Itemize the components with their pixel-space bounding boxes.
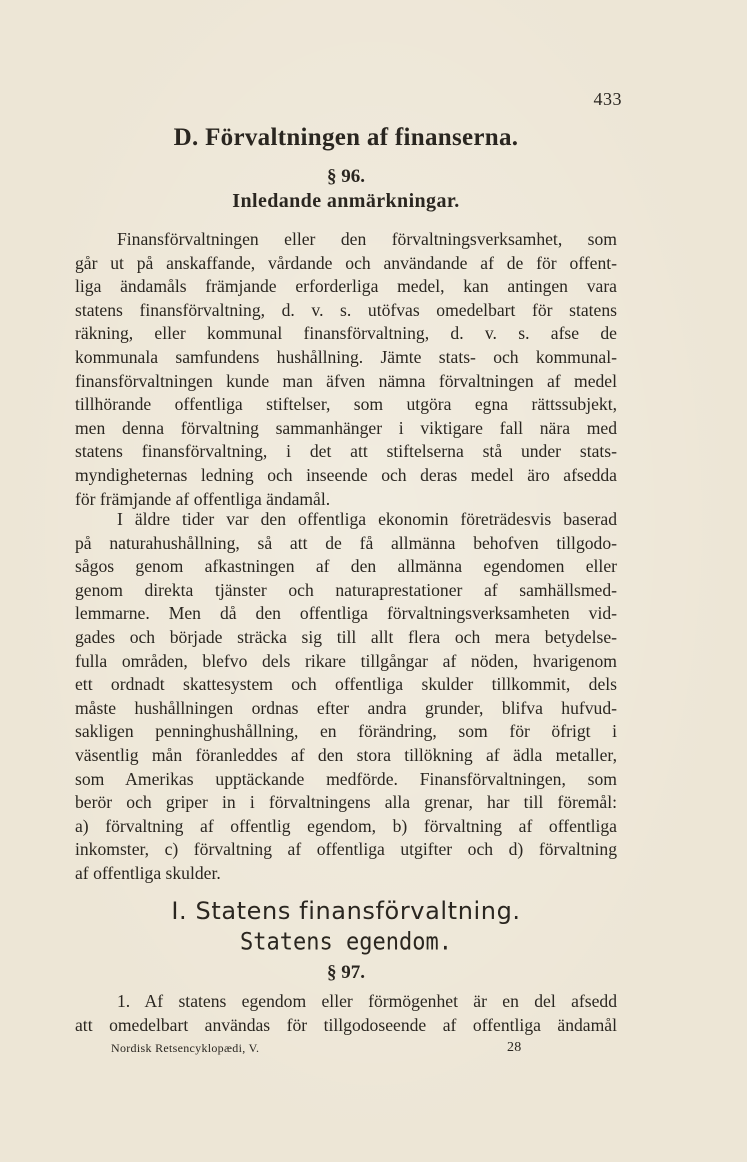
text-line: ett ordnadt skattesystem och offentliga skulder tillkommit, dels <box>75 674 617 695</box>
footer-source: Nordisk Retsencyklopædi, V. <box>111 1041 260 1055</box>
text-line: Finansförvaltningen eller den förvaltningsverksamhet, som <box>117 229 617 249</box>
text-line: måste hushållningen ordnas efter andra grunder, blifva hufvud- <box>75 697 617 718</box>
paragraph-97-heading: § 97. <box>327 962 365 983</box>
text-line: liga ändamåls främjande erforderliga medel, kan antingen vara <box>75 276 617 297</box>
text-line: för främjande af offentliga ändamål. <box>75 488 331 509</box>
text-line: sakligen penninghushållning, en förändring, som för öfrigt i <box>75 721 617 742</box>
page-number: 433 <box>593 89 622 109</box>
text-line: 1. Af statens egendom eller förmögenhet är en del afsedd <box>117 991 617 1011</box>
text-line: fulla områden, blefvo dels rikare tillgångar af nöden, hvarigenom <box>75 650 617 671</box>
statens-egendom-heading: Statens egendom. <box>240 928 452 957</box>
text-line: går ut på anskaffande, vårdande och användande af de för offent- <box>75 252 617 273</box>
statens-finansforvaltning-heading: I. Statens finansförvaltning. <box>171 897 521 925</box>
footer-signature-number: 28 <box>507 1040 522 1055</box>
paragraph-97 <box>75 990 617 1037</box>
intro-heading: Inledande anmärkningar. <box>232 190 460 212</box>
text-line: på naturahushållning, så att de få allmänna behofven tillgodo- <box>75 532 617 553</box>
section-heading: D. Förvaltningen af finanserna. <box>173 124 519 151</box>
paragraph-96-heading: § 96. <box>327 166 365 187</box>
paragraph-96-part-1 <box>75 228 617 511</box>
paragraph-96-part-2 <box>75 508 617 886</box>
text-line: myndigheternas ledning och inseende och deras medel äro afsedda <box>75 464 617 485</box>
text-line: gades och började sträcka sig till allt flera och mera betydelse- <box>75 626 617 647</box>
text-line: som Amerikas upptäckande medförde. Finansförvaltningen, som <box>75 768 617 789</box>
text-line: inkomster, c) förvaltning af offentliga utgifter och d) förvaltning <box>75 839 617 860</box>
text-line: att omedelbart användas för tillgodoseende af offentliga ändamål <box>75 1014 617 1035</box>
text-line: a) förvaltning af offentlig egendom, b) förvaltning af offentliga <box>75 815 617 836</box>
text-line: räkning, eller kommunal finansförvaltning, d. v. s. afse de <box>75 323 617 344</box>
text-line: väsentlig mån föranleddes af den stora tillökning af ädla metaller, <box>75 744 617 765</box>
text-line: berör och griper in i förvaltningens alla grenar, har till föremål: <box>75 792 617 813</box>
text-line: statens finansförvaltning, i det att stiftelserna stå under stats- <box>75 441 617 462</box>
text-line: finansförvaltningen kunde man äfven nämna förvaltningen af medel <box>75 370 617 391</box>
text-line: tillhörande offentliga stiftelser, som utgöra egna rättssubjekt, <box>75 394 617 415</box>
text-line: af offentliga skulder. <box>75 862 221 883</box>
text-line: statens finansförvaltning, d. v. s. utöfvas omedelbart för statens <box>75 299 617 320</box>
text-line: men denna förvaltning sammanhänger i viktigare fall nära med <box>75 417 617 438</box>
text-line: sågos genom afkastningen af den allmänna egendomen eller <box>75 556 617 577</box>
text-line: lemmarne. Men då den offentliga förvaltningsverksamheten vid- <box>75 603 617 624</box>
text-line: genom direkta tjänster och naturaprestationer af samhällsmed- <box>75 579 617 600</box>
text-line: kommunala samfundens hushållning. Jämte stats- och kommunal- <box>75 346 617 367</box>
text-line: I äldre tider var den offentliga ekonomin företrädesvis baserad <box>117 509 617 529</box>
